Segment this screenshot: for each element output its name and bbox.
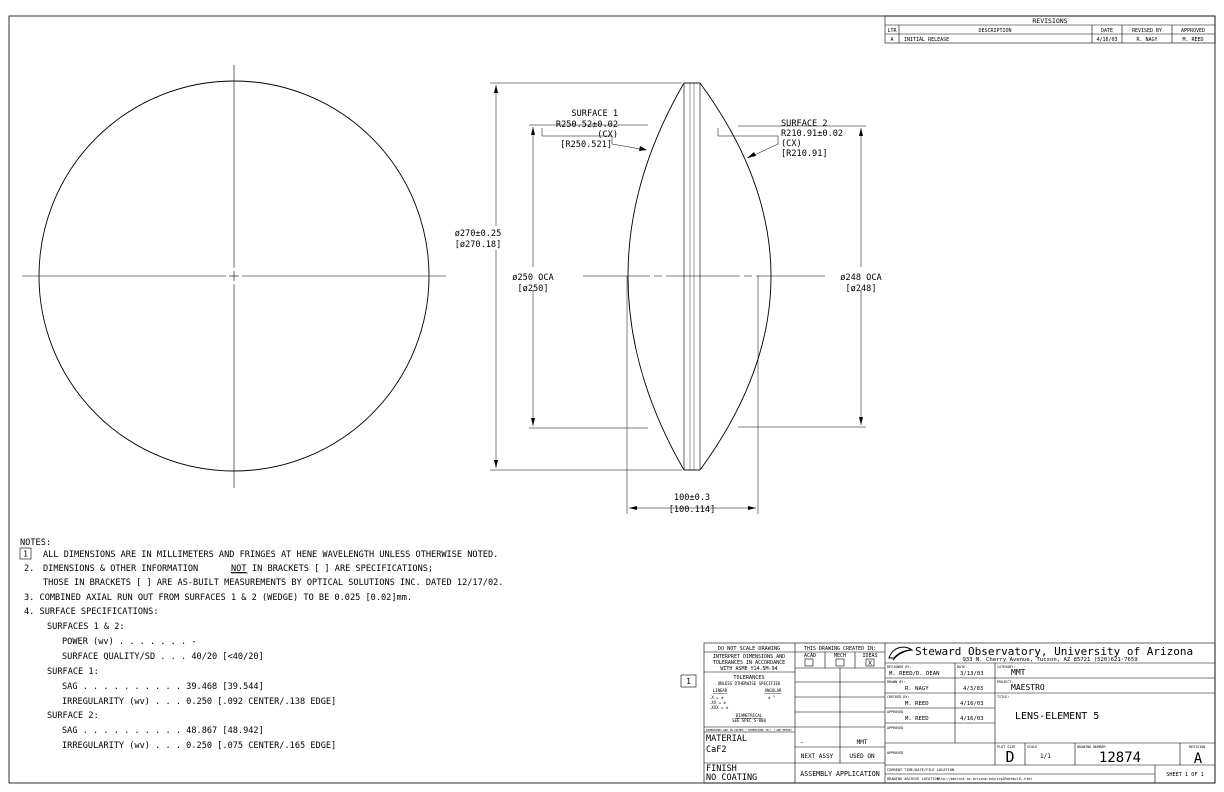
note-2-text-a: DIMENSIONS & OTHER INFORMATION <box>43 564 199 574</box>
fine-print: DIMENSIONS ARE IN INCHES / DIMENSIONS IN [ ] ARE METRIC <box>706 729 792 732</box>
interpret-line-1: INTERPRET DIMENSIONS AND <box>712 654 786 660</box>
rev-approved: M. REED <box>1182 37 1204 43</box>
note-4-text: 4. SURFACE SPECIFICATIONS: <box>24 607 159 617</box>
approved-date: 4/16/03 <box>960 716 984 722</box>
note-1-flag: 1 <box>23 549 28 559</box>
plot-size-label: PLOT SIZE <box>997 745 1016 749</box>
designed-by-label: DESIGNED BY: <box>887 665 912 669</box>
assembly-application: ASSEMBLY APPLICATION <box>800 770 880 778</box>
archive-label: DRAWING ARCHIVE LOCATION <box>887 777 939 781</box>
revisions-title: REVISIONS <box>1032 17 1068 25</box>
surface-2-built: [R210.91] <box>781 149 828 159</box>
designed-date: 3/13/03 <box>960 671 984 677</box>
plot-size: D <box>1005 748 1015 766</box>
scale-label: SCALE <box>1027 745 1038 749</box>
tolerances-title: TOLERANCES <box>733 675 765 681</box>
created-in-label: THIS DRAWING CREATED IN: <box>803 646 877 652</box>
approved-3-label: APPROVED <box>887 751 904 755</box>
interpret-line-3: WITH ASME Y14.5M-94 <box>720 666 778 672</box>
drawn-by: R. NAGY <box>905 686 929 692</box>
ideas-checkmark: X <box>868 660 872 667</box>
linear-label: LINEAR <box>712 688 728 693</box>
outer-diameter-label: ø270±0.25 <box>454 229 502 239</box>
rev-header-ltr: LTR <box>887 28 897 34</box>
acad-label: ACAD <box>803 653 817 659</box>
drawn-by-label: DRAWN BY: <box>887 680 906 684</box>
rev-header-revised-by: REVISED BY <box>1131 28 1163 34</box>
revision-letter: A <box>1193 751 1203 767</box>
designed-date-label: DATE: <box>957 665 968 669</box>
clear-aperture-2-built: [ø248] <box>845 284 877 294</box>
unless-specified: UNLESS OTHERWISE SPECIFIED <box>717 681 781 686</box>
rev-header-description: DESCRIPTION <box>978 28 1012 34</box>
see-spec: SEE SPEC S-000 <box>732 718 766 723</box>
organization-name: Steward Observatory, University of Arizona <box>915 645 1194 658</box>
mech-label: MECH <box>833 653 847 659</box>
title-label: TITLE: <box>997 695 1010 699</box>
surface-2-radius: R210.91±0.02 <box>781 129 844 139</box>
sheet-number: SHEET 1 OF 1 <box>1166 772 1204 778</box>
organization-address: 933 N. Cherry Avenue, Tucson, AZ 85721 (520)621-7659 <box>962 657 1138 663</box>
outer-diameter-built: [ø270.18] <box>454 240 502 250</box>
spec-surface-1: SURFACE 1: <box>47 667 99 677</box>
surface-2-title: SURFACE 2 <box>781 119 828 129</box>
category-label: CATEGORY: <box>997 665 1016 669</box>
tolerance-xx: .XX = ± <box>709 700 726 705</box>
clear-aperture-1-label: ø250 OCA <box>512 273 554 283</box>
project-label: PROJECT: <box>997 680 1014 684</box>
note-2-text-b: IN BRACKETS [ ] ARE SPECIFICATIONS; <box>252 564 434 574</box>
steward-logo-icon <box>889 647 912 660</box>
drawn-date: 4/3/03 <box>963 686 984 692</box>
spec-sag-2: SAG . . . . . . . . . . 48.867 [48.942] <box>62 726 264 736</box>
rev-header-approved: APPROVED <box>1180 28 1206 34</box>
next-assy-dash: - <box>800 739 804 746</box>
title-block-text <box>706 645 1205 783</box>
approved-by: M. REED <box>905 716 929 722</box>
note-1-text: ALL DIMENSIONS ARE IN MILLIMETERS AND FRINGES AT HENE WAVELENGTH UNLESS OTHERWISE NOTED. <box>43 550 499 560</box>
spec-power: POWER (wv) . . . . . . . - <box>62 637 197 647</box>
used-on-mmt: MMT <box>856 739 868 746</box>
archive-url: http://mmtinst.as.arizona.edu/scs&PdefaultL.html <box>937 777 1033 781</box>
finish-value: NO COATING <box>706 773 758 783</box>
ideas-label: IDEAS <box>862 653 878 659</box>
note-2-not: NOT <box>231 564 247 574</box>
notes-section <box>20 538 503 751</box>
note-3-text: 3. COMBINED AXIAL RUN OUT FROM SURFACES 1 & 2 (WEDGE) TO BE 0.025 [0.02]mm. <box>24 593 413 603</box>
note-2-number: 2. <box>24 564 35 574</box>
scale-value: 1/1 <box>1040 753 1051 760</box>
thickness-built: [100.114] <box>668 505 716 515</box>
note-2-text-c: THOSE IN BRACKETS [ ] ARE AS-BUILT MEASUREMENTS BY OPTICAL SOLUTIONS INC. DATED 12/17/02. <box>43 578 504 588</box>
spec-surface-2: SURFACE 2: <box>47 711 99 721</box>
spec-surface-quality: SURFACE QUALITY/SD . . . 40/20 [<40/20] <box>62 652 264 662</box>
surface-1-cx: (CX) <box>597 130 618 140</box>
clear-aperture-2-label: ø248 OCA <box>840 273 882 283</box>
material-label: MATERIAL <box>706 734 747 744</box>
surface-1-profile <box>628 83 684 470</box>
revision-label: REVISION <box>1189 745 1206 749</box>
rev-description: INITIAL RELEASE <box>904 37 950 43</box>
checked-by-label: CHECKED BY: <box>887 695 910 699</box>
finish-label: FINISH <box>706 764 737 774</box>
current-time-label: CURRENT TIME/DATE/FILE LOCATION <box>887 768 955 772</box>
do-not-scale: DO NOT SCALE DRAWING <box>717 646 781 652</box>
category-value: MMT <box>1011 668 1026 677</box>
drawing-number: 12874 <box>1098 750 1142 766</box>
drawing-number-label: DRAWING NUMBER <box>1077 745 1106 749</box>
surface-2-cx: (CX) <box>781 139 802 149</box>
angular-label: ANGULAR <box>764 688 782 693</box>
clear-aperture-1-built: [ø250] <box>517 284 549 294</box>
dimension-lines <box>490 83 866 514</box>
tolerance-angular: ± ° <box>768 695 776 700</box>
surface-1-radius: R250.52±0.02 <box>555 120 618 130</box>
spec-irregularity-1: IRREGULARITY (wv) . . . 0.250 [.092 CENTER/.138 EDGE] <box>62 697 337 707</box>
tolerance-xxx: .XXX = ± <box>709 705 729 710</box>
spec-irregularity-2: IRREGULARITY (wv) . . . 0.250 [.075 CENTER/.165 EDGE] <box>62 741 337 751</box>
thickness-label: 100±0.3 <box>673 493 711 503</box>
approved-2-label: APPROVED <box>887 726 904 730</box>
next-assy-label: NEXT ASSY <box>800 753 834 760</box>
surface-1-built: [R250.521] <box>560 140 612 150</box>
diametrical-label: DIAMETRICAL <box>735 713 763 718</box>
rev-header-date: DATE <box>1100 28 1114 34</box>
designed-by: M. REED/D. DEAN <box>889 671 940 677</box>
approved-label: APPROVED <box>887 710 904 714</box>
rev-date: 4/16/03 <box>1096 37 1118 43</box>
spec-sag-1: SAG . . . . . . . . . . 39.468 [39.544] <box>62 682 264 692</box>
title-flag: 1 <box>686 677 691 686</box>
rev-ltr: A <box>890 37 894 43</box>
surface-2-profile <box>700 83 771 470</box>
mech-checkbox <box>836 659 844 666</box>
material-value: CaF2 <box>706 745 727 755</box>
surface-1-title: SURFACE 1 <box>571 109 618 119</box>
checked-by: M. REED <box>905 701 929 707</box>
rev-revised-by: R. NAGY <box>1136 37 1158 43</box>
acad-checkbox <box>805 659 813 666</box>
project-value: MAESTRO <box>1011 683 1045 692</box>
tolerance-x: .X = ± <box>709 695 724 700</box>
notes-header: NOTES: <box>20 538 52 548</box>
checked-date: 4/16/03 <box>960 701 984 707</box>
spec-surfaces-1-2: SURFACES 1 & 2: <box>47 622 125 632</box>
lens-front-view <box>22 65 446 488</box>
drawing-title: LENS-ELEMENT 5 <box>1015 711 1100 722</box>
used-on-label: USED ON <box>849 753 875 760</box>
interpret-line-2: TOLERANCES IN ACCORDANCE <box>712 660 786 666</box>
